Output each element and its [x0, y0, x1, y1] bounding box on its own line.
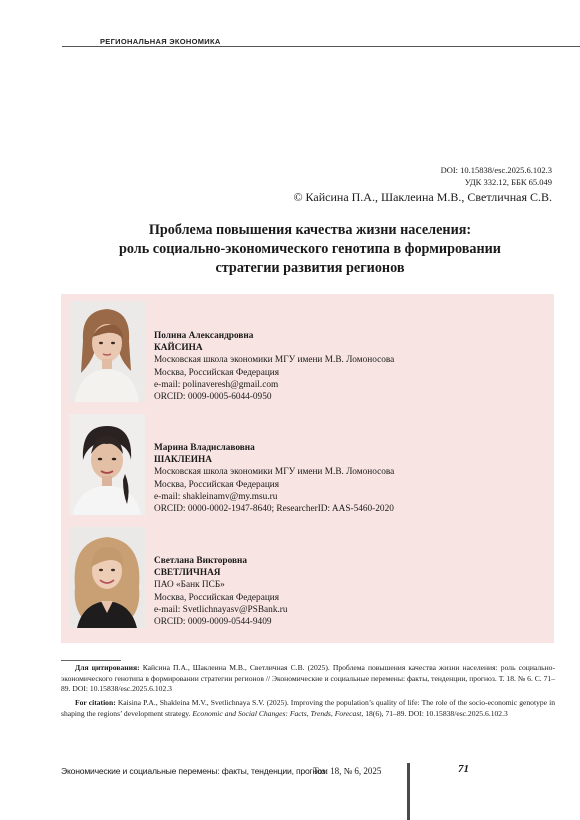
author-city: Москва, Российская Федерация [154, 367, 280, 378]
author-orcid[interactable]: ORCID: 0000-0002-1947-8640; ResearcherID: AAS-5460-2020 [154, 504, 394, 515]
author-city: Москва, Российская Федерация [154, 479, 280, 490]
author-affiliation: ПАО «Банк ПСБ» [154, 580, 225, 591]
article-title [60, 221, 560, 278]
author-orcid[interactable]: ORCID: 0009-0009-0544-9409 [154, 617, 272, 628]
author-name: Полина Александровна [154, 331, 254, 341]
author-photo-svetlichnaya [69, 527, 145, 628]
title-line: роль социально-экономического генотипа в формировании [119, 241, 501, 257]
author-email[interactable]: e-mail: polinaveresh@gmail.com [154, 379, 279, 390]
author-info-kaysina [154, 330, 394, 403]
citation-en-journal: Economic and Social Changes: Facts, Trends, Forecast [192, 708, 362, 718]
author-info-svetlichnaya [154, 555, 288, 628]
footer-issue: Том 18, № 6, 2025 [313, 766, 382, 776]
author-email[interactable]: e-mail: shakleinamv@my.msu.ru [154, 491, 278, 502]
citation-ru-text: Кайсина П.А., Шаклеина М.В., Светличная С.В. (2025). Проблема повышения качества жизни населения: роль социально-экономического генотипа в формировании стратегии регионов // Экономические и социальные перемены: факты, тенденции, прогноз. Т. 18. № 6. С. 71–89. DOI: 10.15838/esc.2025.6.102.3 [61, 663, 555, 694]
page-number: 71 [458, 763, 469, 775]
author-photo-shakleina [69, 414, 145, 515]
author-name: Марина Владиславовна [154, 443, 255, 453]
citation-en-text-end: , 18(6), 71–89. DOI: 10.15838/esc.2025.6.102.3 [361, 708, 508, 718]
citation-en-text: Kaisina P.A., Shakleina M.V., Svetlichnaya S.V. (2025). Improving the population’s quality of life: The role of the socio-economic genotype in shaping the regions’ development strategy. [61, 698, 555, 718]
citation-ru [61, 663, 555, 695]
copyright-line: © Кайсина П.А., Шаклеина М.В., Светличная С.В. [293, 190, 552, 204]
footer-journal: Экономические и социальные перемены: факты, тенденции, прогноз [61, 766, 326, 776]
section-label: РЕГИОНАЛЬНАЯ ЭКОНОМИКА [100, 37, 221, 46]
author-affiliation: Московская школа экономики МГУ имени М.В. Ломоносова [154, 467, 395, 478]
citation-en-label: For citation: [75, 698, 116, 707]
author-surname: КАЙСИНА [154, 343, 203, 354]
author-orcid[interactable]: ORCID: 0009-0005-6044-0950 [154, 392, 272, 403]
author-info-shakleina [154, 442, 394, 515]
title-line: Проблема повышения качества жизни населения: [148, 222, 472, 238]
author-email[interactable]: e-mail: Svetlichnayasv@PSBank.ru [154, 604, 288, 615]
title-line: стратегии развития регионов [215, 260, 405, 276]
footer-bar [407, 763, 410, 820]
footnote-rule [61, 660, 121, 661]
author-surname: СВЕТЛИЧНАЯ [154, 568, 221, 579]
udk-line: УДК 332.12, ББК 65.049 [464, 177, 552, 187]
author-surname: ШАКЛЕИНА [154, 455, 212, 466]
doi-line[interactable]: DOI: 10.15838/esc.2025.6.102.3 [440, 165, 552, 175]
author-city: Москва, Российская Федерация [154, 592, 280, 603]
authors-box [61, 294, 554, 643]
citation-en [61, 698, 555, 719]
author-photo-kaysina [69, 301, 145, 402]
header-rule [62, 46, 580, 47]
citation-ru-label: Для цитирования: [75, 663, 140, 672]
author-name: Светлана Викторовна [154, 556, 248, 566]
author-affiliation: Московская школа экономики МГУ имени М.В. Ломоносова [154, 355, 395, 366]
